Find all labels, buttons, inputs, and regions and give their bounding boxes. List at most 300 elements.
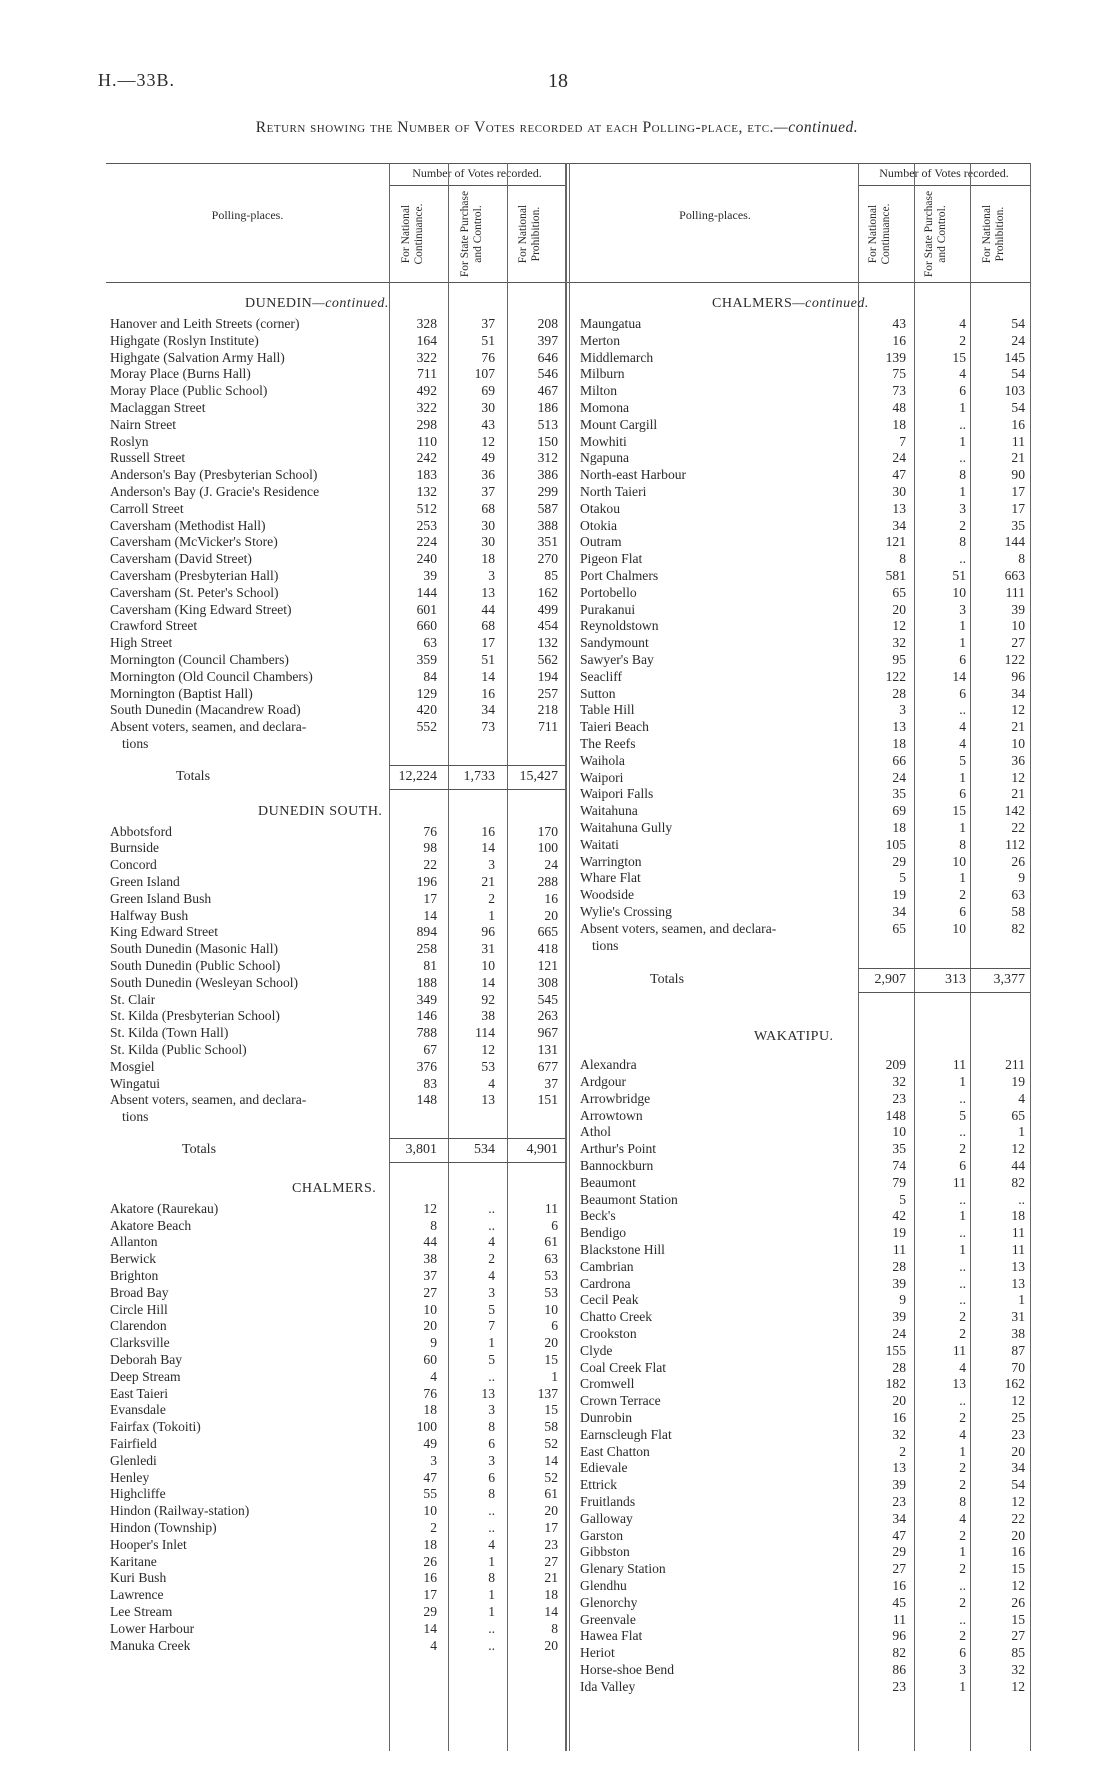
vote-count-continuance: 601 bbox=[416, 601, 437, 617]
table-row bbox=[110, 1486, 565, 1503]
vote-count-state-control: 4 bbox=[959, 1510, 966, 1526]
vote-count-continuance: 139 bbox=[885, 349, 906, 365]
table-row bbox=[580, 1309, 1030, 1326]
vote-count-prohibition: 12 bbox=[1011, 702, 1025, 718]
table-row bbox=[110, 992, 565, 1009]
vote-count-continuance: 48 bbox=[892, 400, 906, 415]
polling-place-name: Hooper's Inlet bbox=[110, 1536, 187, 1552]
vote-count-prohibition: 11 bbox=[1011, 1242, 1025, 1257]
vote-count-state-control: 1 bbox=[488, 1553, 495, 1569]
vote-count-prohibition: 20 bbox=[544, 1503, 558, 1519]
vote-count-continuance: 581 bbox=[885, 568, 906, 583]
polling-place-name: Merton bbox=[580, 332, 621, 348]
vote-count-continuance: 188 bbox=[416, 974, 437, 990]
vote-count-prohibition: 23 bbox=[1011, 1426, 1025, 1442]
table-row bbox=[110, 1251, 565, 1268]
polling-place-name: The Reefs bbox=[580, 736, 636, 751]
vote-count-continuance: 376 bbox=[416, 1058, 437, 1074]
vote-count-state-control: 51 bbox=[952, 568, 966, 583]
left-polling-places-header: Polling-places. bbox=[211, 208, 284, 222]
vote-count-state-control: 11 bbox=[952, 1057, 966, 1073]
vote-count-state-control: 49 bbox=[481, 450, 495, 466]
table-row bbox=[110, 1025, 565, 1042]
totals-row bbox=[110, 1142, 565, 1159]
vote-count-continuance: 242 bbox=[416, 450, 437, 466]
vote-count-state-control: 38 bbox=[481, 1008, 495, 1024]
vote-count-state-control: 3 bbox=[488, 568, 495, 583]
table-row bbox=[110, 1419, 565, 1436]
polling-place-name: Brighton bbox=[110, 1268, 159, 1283]
total-state-control: 313 bbox=[945, 972, 966, 988]
table-row bbox=[580, 803, 1030, 820]
vote-count-prohibition: 14 bbox=[544, 1604, 558, 1619]
polling-place-name: Caversham (David Street) bbox=[110, 551, 252, 567]
vote-count-prohibition: 270 bbox=[537, 551, 558, 567]
vote-count-continuance: 66 bbox=[892, 752, 906, 768]
right-section-heading-chalmers_cont bbox=[712, 296, 869, 312]
vote-count-prohibition: 25 bbox=[1011, 1410, 1025, 1425]
table-row bbox=[580, 1376, 1030, 1393]
vote-count-continuance: 65 bbox=[892, 920, 906, 936]
table-row bbox=[580, 1175, 1030, 1192]
vote-count-state-control: .. bbox=[488, 1637, 495, 1653]
table-row bbox=[110, 551, 565, 568]
vote-count-prohibition: 14 bbox=[544, 1452, 558, 1468]
vote-count-prohibition: 58 bbox=[1011, 904, 1025, 919]
vote-count-state-control: 10 bbox=[952, 920, 966, 936]
table-row bbox=[110, 333, 565, 350]
vote-count-continuance: 73 bbox=[892, 383, 906, 399]
vote-count-state-control: 3 bbox=[488, 857, 495, 873]
vote-count-state-control: 1 bbox=[959, 484, 966, 499]
vote-count-continuance: 29 bbox=[423, 1604, 437, 1619]
vote-count-prohibition: 162 bbox=[1004, 1376, 1025, 1392]
vote-count-prohibition: 17 bbox=[1011, 484, 1025, 499]
vote-count-state-control: 73 bbox=[481, 719, 495, 735]
vote-count-state-control: 96 bbox=[481, 924, 495, 940]
vote-count-continuance: 16 bbox=[423, 1570, 437, 1586]
vote-count-prohibition: 85 bbox=[1011, 1645, 1025, 1661]
vote-count-continuance: 14 bbox=[423, 907, 437, 923]
vote-count-state-control: 1 bbox=[959, 400, 966, 415]
vote-count-state-control: 14 bbox=[481, 668, 495, 684]
vote-count-state-control: 1 bbox=[959, 635, 966, 651]
polling-place-name: Cardrona bbox=[580, 1275, 631, 1291]
section-heading-name: DUNEDIN SOUTH. bbox=[258, 803, 383, 819]
vote-count-continuance: 10 bbox=[892, 1124, 906, 1140]
table-row bbox=[580, 870, 1030, 887]
vote-count-prohibition: 12 bbox=[1011, 1578, 1025, 1593]
polling-place-name: Waipori Falls bbox=[580, 786, 654, 802]
table-row bbox=[110, 501, 565, 518]
polling-place-name: Anderson's Bay (Presbyterian School) bbox=[110, 467, 318, 483]
totals-label: Totals bbox=[650, 972, 685, 988]
polling-place-name: Chatto Creek bbox=[580, 1309, 653, 1325]
table-row bbox=[580, 417, 1030, 434]
vote-count-continuance: 3 bbox=[899, 702, 906, 718]
table-row bbox=[580, 518, 1030, 535]
table-row bbox=[580, 1259, 1030, 1276]
table-row bbox=[580, 736, 1030, 753]
polling-place-name: Highgate (Salvation Army Hall) bbox=[110, 349, 285, 365]
polling-place-name: Caversham (McVicker's Store) bbox=[110, 534, 278, 550]
vote-count-state-control: 34 bbox=[481, 702, 495, 718]
vote-count-prohibition: 263 bbox=[537, 1008, 558, 1024]
polling-place-name: Concord bbox=[110, 857, 157, 873]
vote-count-prohibition: 58 bbox=[544, 1419, 558, 1435]
polling-place-name: Bendigo bbox=[580, 1225, 627, 1241]
polling-place-name: Sandymount bbox=[580, 635, 649, 651]
vote-count-state-control: .. bbox=[959, 1258, 966, 1274]
vote-count-state-control: 92 bbox=[481, 991, 495, 1007]
vote-count-state-control: 2 bbox=[488, 1251, 495, 1267]
polling-place-name: Crookston bbox=[580, 1326, 637, 1341]
vote-count-continuance: 49 bbox=[423, 1436, 437, 1451]
polling-place-name: Akatore (Raurekau) bbox=[110, 1200, 219, 1216]
polling-place-name: Otakou bbox=[580, 500, 621, 516]
vote-count-continuance: 27 bbox=[423, 1284, 437, 1300]
table-row bbox=[580, 1141, 1030, 1158]
vote-count-state-control: 3 bbox=[488, 1402, 495, 1418]
vote-count-state-control: 5 bbox=[959, 752, 966, 768]
table-row bbox=[110, 1554, 565, 1571]
vote-count-state-control: 2 bbox=[959, 1594, 966, 1610]
polling-place-name: Otokia bbox=[580, 517, 617, 533]
table-row bbox=[580, 1074, 1030, 1091]
vote-count-prohibition: 24 bbox=[544, 857, 558, 873]
left-column-header-c3: For National Prohibition. bbox=[517, 204, 542, 264]
vote-count-state-control: 4 bbox=[488, 1075, 495, 1091]
vote-count-state-control: 4 bbox=[959, 316, 966, 331]
vote-count-state-control: .. bbox=[959, 1090, 966, 1106]
vote-count-continuance: 183 bbox=[416, 467, 437, 483]
left-section-heading-chalmers bbox=[292, 1181, 376, 1197]
vote-count-continuance: 44 bbox=[423, 1234, 437, 1250]
table-row bbox=[580, 1578, 1030, 1595]
vote-count-continuance: 148 bbox=[885, 1107, 906, 1123]
vote-count-state-control: .. bbox=[959, 1611, 966, 1627]
vote-count-state-control: 5 bbox=[488, 1352, 495, 1367]
table-row bbox=[580, 484, 1030, 501]
vote-count-prohibition: 1 bbox=[1018, 1124, 1025, 1140]
polling-place-name: Galloway bbox=[580, 1510, 633, 1526]
polling-place-name: Carroll Street bbox=[110, 500, 184, 516]
table-row bbox=[580, 1628, 1030, 1645]
vote-count-prohibition: 11 bbox=[1011, 1225, 1025, 1241]
table-row bbox=[580, 1208, 1030, 1225]
vote-count-state-control: .. bbox=[959, 450, 966, 466]
vote-count-prohibition: 61 bbox=[544, 1486, 558, 1502]
vote-count-prohibition: 257 bbox=[537, 685, 558, 701]
table-row bbox=[580, 1242, 1030, 1259]
vote-count-continuance: 110 bbox=[417, 433, 437, 449]
table-row bbox=[110, 975, 565, 992]
vote-count-state-control: 6 bbox=[959, 652, 966, 667]
vote-count-prohibition: 26 bbox=[1011, 853, 1025, 869]
vote-count-state-control: .. bbox=[959, 1292, 966, 1308]
vote-count-continuance: 34 bbox=[892, 517, 906, 533]
vote-count-prohibition: 142 bbox=[1004, 803, 1025, 819]
vote-count-prohibition: 11 bbox=[544, 1200, 558, 1216]
vote-count-prohibition: 546 bbox=[537, 366, 558, 382]
polling-place-name: Lower Harbour bbox=[110, 1620, 195, 1636]
vote-count-state-control: 30 bbox=[481, 400, 495, 415]
vote-count-prohibition: 12 bbox=[1011, 1494, 1025, 1509]
table-row bbox=[580, 1561, 1030, 1578]
table-row bbox=[110, 1218, 565, 1235]
vote-count-state-control: 2 bbox=[488, 890, 495, 906]
polling-place-name: Arrowtown bbox=[580, 1107, 643, 1123]
vote-count-state-control: 2 bbox=[959, 887, 966, 903]
vote-count-continuance: 83 bbox=[423, 1075, 437, 1091]
vote-count-prohibition: 24 bbox=[1011, 332, 1025, 348]
vote-count-continuance: 258 bbox=[416, 941, 437, 957]
vote-count-continuance: 24 bbox=[892, 769, 906, 785]
table-row bbox=[110, 1285, 565, 1302]
vote-count-prohibition: 18 bbox=[1011, 1208, 1025, 1224]
vote-count-prohibition: 351 bbox=[537, 534, 558, 550]
vote-count-state-control: 16 bbox=[481, 823, 495, 839]
vote-count-state-control: 2 bbox=[959, 1326, 966, 1341]
table-row bbox=[580, 618, 1030, 635]
vote-count-state-control: 43 bbox=[481, 416, 495, 432]
table-row bbox=[110, 1234, 565, 1251]
polling-place-name: Maclaggan Street bbox=[110, 400, 206, 415]
vote-count-continuance: 20 bbox=[892, 601, 906, 617]
vote-count-continuance: 4 bbox=[430, 1637, 437, 1653]
vote-count-state-control: .. bbox=[488, 1217, 495, 1233]
vote-count-state-control: 1 bbox=[488, 1335, 495, 1351]
vote-count-continuance: 788 bbox=[416, 1025, 437, 1041]
vote-count-state-control: 1 bbox=[959, 1678, 966, 1694]
vote-count-continuance: 19 bbox=[892, 887, 906, 903]
vote-count-prohibition: 52 bbox=[544, 1469, 558, 1485]
vote-count-continuance: 60 bbox=[423, 1352, 437, 1367]
vote-count-state-control: 18 bbox=[481, 551, 495, 567]
vote-count-continuance: 69 bbox=[892, 803, 906, 819]
table-row bbox=[110, 686, 565, 703]
vote-count-continuance: 76 bbox=[423, 1385, 437, 1401]
vote-count-prohibition: 16 bbox=[544, 890, 558, 906]
vote-count-prohibition: 6 bbox=[551, 1318, 558, 1334]
total-continuance: 12,224 bbox=[398, 768, 437, 784]
polling-place-name: Port Chalmers bbox=[580, 568, 659, 583]
header-bottom-rule bbox=[106, 282, 1030, 283]
polling-place-name: Portobello bbox=[580, 584, 637, 600]
polling-place-name: Coal Creek Flat bbox=[580, 1359, 667, 1375]
vote-count-state-control: 53 bbox=[481, 1058, 495, 1074]
table-row bbox=[580, 635, 1030, 652]
vote-count-continuance: 39 bbox=[892, 1275, 906, 1291]
polling-place-name: Athol bbox=[580, 1124, 611, 1140]
polling-place-name: Roslyn bbox=[110, 433, 149, 449]
table-row bbox=[110, 383, 565, 400]
vote-count-continuance: 67 bbox=[423, 1042, 437, 1057]
vote-count-state-control: 17 bbox=[481, 635, 495, 651]
vote-count-state-control: 4 bbox=[959, 1426, 966, 1442]
right-polling-places-header: Polling-places. bbox=[679, 208, 751, 222]
vote-count-state-control: 10 bbox=[481, 958, 495, 973]
vote-count-state-control: 6 bbox=[959, 786, 966, 802]
table-row bbox=[580, 551, 1030, 568]
vote-count-continuance: 144 bbox=[416, 584, 437, 600]
table-row bbox=[110, 1201, 565, 1218]
vote-count-prohibition: 397 bbox=[537, 332, 558, 348]
vote-count-continuance: 8 bbox=[430, 1217, 437, 1233]
vote-count-state-control: 21 bbox=[481, 874, 495, 889]
vote-count-prohibition: 12 bbox=[1011, 1678, 1025, 1694]
vote-count-state-control: 1 bbox=[959, 1074, 966, 1089]
vote-count-continuance: 45 bbox=[892, 1594, 906, 1610]
vote-count-prohibition: 103 bbox=[1004, 383, 1025, 399]
vote-count-continuance: 349 bbox=[416, 991, 437, 1007]
vote-count-state-control: 2 bbox=[959, 517, 966, 533]
polling-place-name: Lawrence bbox=[110, 1587, 164, 1603]
vote-count-continuance: 5 bbox=[899, 870, 906, 886]
vote-count-prohibition: 967 bbox=[537, 1025, 558, 1041]
vote-count-prohibition: 711 bbox=[538, 719, 558, 735]
vote-count-prohibition: 562 bbox=[537, 652, 558, 667]
vote-count-continuance: 11 bbox=[892, 1611, 906, 1627]
polling-place-name: Green Island Bush bbox=[110, 890, 212, 906]
polling-place-name: Ngapuna bbox=[580, 450, 630, 466]
vote-count-state-control: 3 bbox=[488, 1452, 495, 1468]
polling-place-name: Waitahuna bbox=[580, 803, 638, 819]
vote-count-continuance: 95 bbox=[892, 652, 906, 667]
vote-count-continuance: 155 bbox=[885, 1342, 906, 1358]
vote-count-prohibition: 27 bbox=[544, 1553, 558, 1569]
vote-count-state-control: 3 bbox=[959, 1662, 966, 1677]
polling-place-name: Garston bbox=[580, 1527, 624, 1543]
vote-count-continuance: 105 bbox=[885, 836, 906, 852]
polling-place-name: Waitahuna Gully bbox=[580, 820, 673, 835]
table-row bbox=[580, 1528, 1030, 1545]
right-section-heading-wakatipu bbox=[754, 1029, 834, 1045]
table-row bbox=[580, 887, 1030, 904]
vote-count-prohibition: 13 bbox=[1011, 1258, 1025, 1274]
right-column-header-c3: For National Prohibition. bbox=[981, 204, 1006, 264]
vote-count-prohibition: 162 bbox=[537, 584, 558, 600]
left-totals-rule-top bbox=[389, 765, 565, 766]
polling-place-name: Crawford Street bbox=[110, 618, 198, 634]
vote-count-prohibition: 194 bbox=[537, 668, 558, 684]
vote-count-continuance: 39 bbox=[423, 568, 437, 583]
vote-count-state-control: .. bbox=[488, 1503, 495, 1519]
table-row bbox=[580, 1679, 1030, 1696]
center-divider bbox=[566, 163, 567, 1751]
page-title: Return showing the Number of Votes recorded at each Polling-place, etc.—continued. bbox=[255, 119, 859, 136]
vote-count-prohibition: 513 bbox=[537, 416, 558, 432]
row-continuation: tions bbox=[122, 736, 149, 751]
table-row bbox=[580, 1427, 1030, 1444]
table-row bbox=[110, 857, 565, 874]
vote-count-state-control: .. bbox=[488, 1368, 495, 1384]
vote-count-prohibition: 17 bbox=[1011, 500, 1025, 516]
vote-count-prohibition: 53 bbox=[544, 1268, 558, 1283]
vote-count-prohibition: 112 bbox=[1005, 836, 1025, 852]
vote-count-state-control: 13 bbox=[481, 584, 495, 600]
vote-count-continuance: 17 bbox=[423, 1587, 437, 1603]
polling-place-name: Cromwell bbox=[580, 1376, 635, 1392]
polling-place-name: Kuri Bush bbox=[110, 1570, 167, 1586]
table-row bbox=[580, 585, 1030, 602]
polling-place-name: Absent voters, seamen, and declara- bbox=[110, 719, 307, 735]
total-prohibition: 15,427 bbox=[519, 768, 558, 784]
section-heading-name: CHALMERS. bbox=[292, 1180, 377, 1196]
totals-label: Totals bbox=[176, 768, 211, 784]
vote-count-prohibition: 11 bbox=[1011, 433, 1025, 449]
vote-count-continuance: 5 bbox=[899, 1191, 906, 1207]
vote-count-prohibition: 20 bbox=[544, 1335, 558, 1351]
vote-count-prohibition: 122 bbox=[1004, 652, 1025, 667]
table-row bbox=[110, 1092, 565, 1109]
table-row bbox=[580, 383, 1030, 400]
polling-place-name: East Chatton bbox=[580, 1443, 650, 1459]
polling-place-name: Wingatui bbox=[110, 1075, 161, 1091]
vote-count-prohibition: 308 bbox=[537, 974, 558, 990]
vote-count-state-control: 12 bbox=[481, 1042, 495, 1057]
polling-place-name: Milton bbox=[580, 383, 618, 399]
vote-count-continuance: 711 bbox=[417, 366, 437, 382]
total-prohibition: 4,901 bbox=[526, 1142, 558, 1157]
polling-place-name: Edievale bbox=[580, 1460, 628, 1476]
vote-count-prohibition: 18 bbox=[544, 1587, 558, 1603]
vote-count-state-control: 10 bbox=[952, 853, 966, 869]
vote-count-continuance: 39 bbox=[892, 1477, 906, 1493]
totals-row bbox=[110, 769, 565, 786]
vote-count-prohibition: 27 bbox=[1011, 1628, 1025, 1644]
polling-place-name: Fruitlands bbox=[580, 1494, 636, 1509]
vote-count-continuance: 18 bbox=[892, 416, 906, 432]
vote-count-continuance: 100 bbox=[416, 1419, 437, 1435]
left-totals-rule-bottom bbox=[389, 789, 565, 790]
vote-count-state-control: 13 bbox=[481, 1092, 495, 1108]
vote-count-continuance: 35 bbox=[892, 786, 906, 802]
vote-count-continuance: 23 bbox=[892, 1494, 906, 1509]
polling-place-name: Ardgour bbox=[580, 1074, 627, 1089]
vote-count-continuance: 14 bbox=[423, 1620, 437, 1636]
vote-count-continuance: 148 bbox=[416, 1092, 437, 1108]
table-row bbox=[110, 1386, 565, 1403]
vote-count-prohibition: 499 bbox=[537, 601, 558, 617]
vote-count-continuance: 55 bbox=[423, 1486, 437, 1502]
table-row bbox=[580, 1511, 1030, 1528]
vote-count-state-control: 8 bbox=[959, 467, 966, 483]
vote-count-continuance: 35 bbox=[892, 1141, 906, 1157]
vote-count-continuance: 75 bbox=[892, 366, 906, 382]
vote-count-continuance: 34 bbox=[892, 1510, 906, 1526]
polling-place-name: Caversham (King Edward Street) bbox=[110, 601, 292, 617]
vote-count-prohibition: 587 bbox=[537, 500, 558, 516]
table-row bbox=[580, 1393, 1030, 1410]
vote-count-continuance: 65 bbox=[892, 584, 906, 600]
vote-count-prohibition: 31 bbox=[1011, 1309, 1025, 1325]
right-column-divider bbox=[1030, 163, 1031, 1751]
vote-count-state-control: 36 bbox=[481, 467, 495, 483]
totals-label: Totals bbox=[182, 1142, 217, 1157]
left-group-rule bbox=[389, 185, 565, 186]
vote-count-prohibition: 299 bbox=[537, 484, 558, 499]
total-state-control: 1,733 bbox=[463, 768, 495, 784]
vote-count-prohibition: 34 bbox=[1011, 1460, 1025, 1476]
polling-place-name: Caversham (Methodist Hall) bbox=[110, 517, 266, 533]
vote-count-prohibition: 144 bbox=[1004, 534, 1025, 550]
vote-count-prohibition: 131 bbox=[537, 1042, 558, 1057]
table-row bbox=[110, 400, 565, 417]
polling-place-name: Arrowbridge bbox=[580, 1090, 651, 1106]
vote-count-continuance: 28 bbox=[892, 685, 906, 701]
vote-count-state-control: 14 bbox=[952, 668, 966, 684]
